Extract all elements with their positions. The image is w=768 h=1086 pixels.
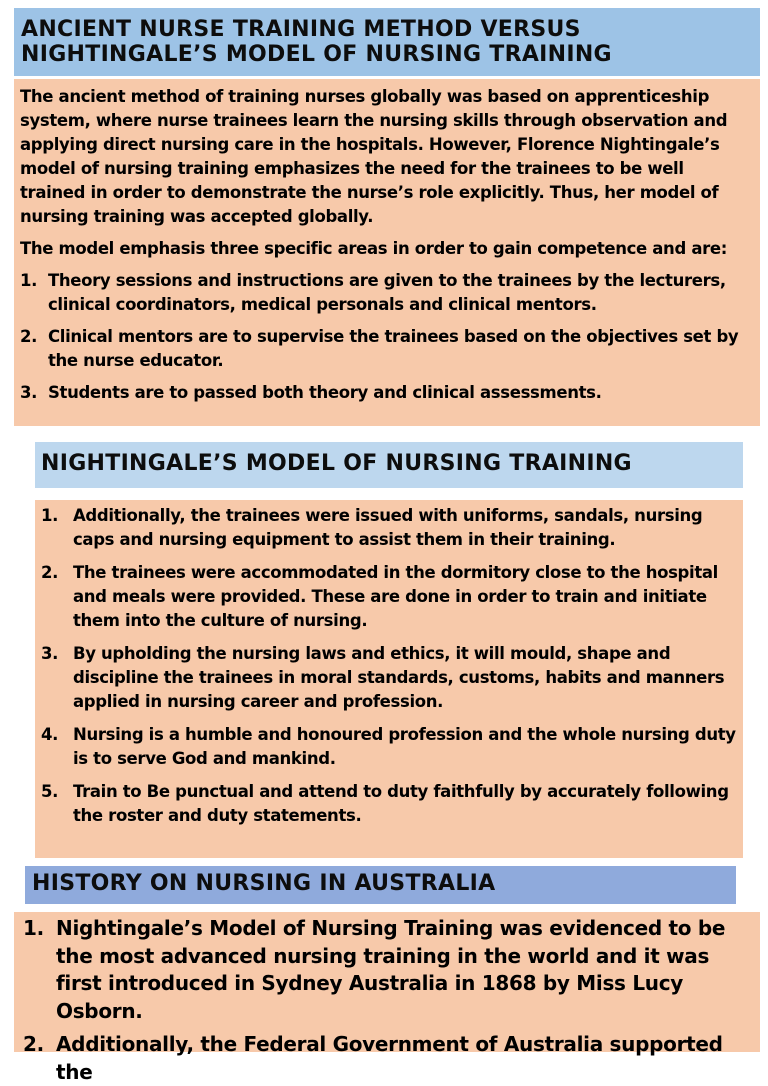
list-item-text: Additionally, the trainees were issued with uniforms, sandals, nursing caps and nursing equipment to assist them in their training. [73,506,703,549]
intro-paragraph: The ancient method of training nurses globally was based on apprenticeship system, where nurse trainees learn the nursing skills through observation and applying direct nursing care in the hospitals. However, Florence Nightingale’s model of nursing training emphasizes the need for the trainees to be well trained in order to demonstrate the nurse’s role explicitly. Thus, her model of nursing training was accepted globally. [20,87,728,226]
list-item-number: 2. [23,1032,44,1056]
list-item-text: Students are to passed both theory and clinical assessments. [48,383,602,402]
section-ancient-vs-nightingale-body [14,79,760,426]
list-item-number: 5. [41,782,59,801]
list-item-text: Nursing is a humble and honoured profession and the whole nursing duty is to serve God and mankind. [73,725,736,768]
list-item-number: 2. [41,563,59,582]
section-nightingale-model-title: NIGHTINGALE’S MODEL OF NURSING TRAINING [35,442,743,488]
list-item-number: 4. [41,725,59,744]
nightingale-model-list [41,504,737,828]
section-history-australia-title: HISTORY ON NURSING IN AUSTRALIA [25,866,736,904]
list-item [20,269,754,317]
list-item [41,780,737,828]
section-nightingale-model-body [35,500,743,858]
section-history-australia-body [14,912,760,1084]
title-line-2: NIGHTINGALE’S MODEL OF NURSING TRAINING [21,42,612,67]
list-item [20,381,754,405]
list-item-number: 1. [41,506,59,525]
list-item-number: 3. [20,383,38,402]
title-line-1: ANCIENT NURSE TRAINING METHOD VERSUS [21,17,581,42]
competence-areas-list [20,269,754,405]
list-item-number: 3. [41,644,59,663]
list-item-text: Theory sessions and instructions are given to the trainees by the lecturers, clinical coordinators, medical personals and clinical mentors. [48,271,726,314]
list-item [41,723,737,771]
section-ancient-vs-nightingale-title [14,8,760,76]
list-item [41,504,737,552]
model-emphasis-paragraph: The model emphasis three specific areas in order to gain competence and are: [20,239,727,258]
list-item-text: The trainees were accommodated in the dormitory close to the hospital and meals were provided. These are done in order to train and initiate them into the culture of nursing. [73,563,718,630]
list-item-text: Additionally, the Federal Government of Australia supported the [56,1032,723,1084]
list-item-text: Clinical mentors are to supervise the trainees based on the objectives set by the nurse educator. [48,327,739,370]
history-australia-list [23,915,754,1086]
list-item [23,915,754,1025]
list-item-number: 1. [23,916,44,940]
list-item [23,1031,754,1086]
list-item [20,325,754,373]
list-item [41,561,737,633]
list-item [41,642,737,714]
list-item-text: Nightingale’s Model of Nursing Training was evidenced to be the most advanced nursing training in the world and it was first introduced in Sydney Australia in 1868 by Miss Lucy Osborn. [56,916,726,1023]
list-item-text: By upholding the nursing laws and ethics, it will mould, shape and discipline the trainees in moral standards, customs, habits and manners applied in nursing career and profession. [73,644,725,711]
list-item-number: 2. [20,327,38,346]
list-item-number: 1. [20,271,38,290]
list-item-text: Train to Be punctual and attend to duty faithfully by accurately following the roster and duty statements. [73,782,729,825]
